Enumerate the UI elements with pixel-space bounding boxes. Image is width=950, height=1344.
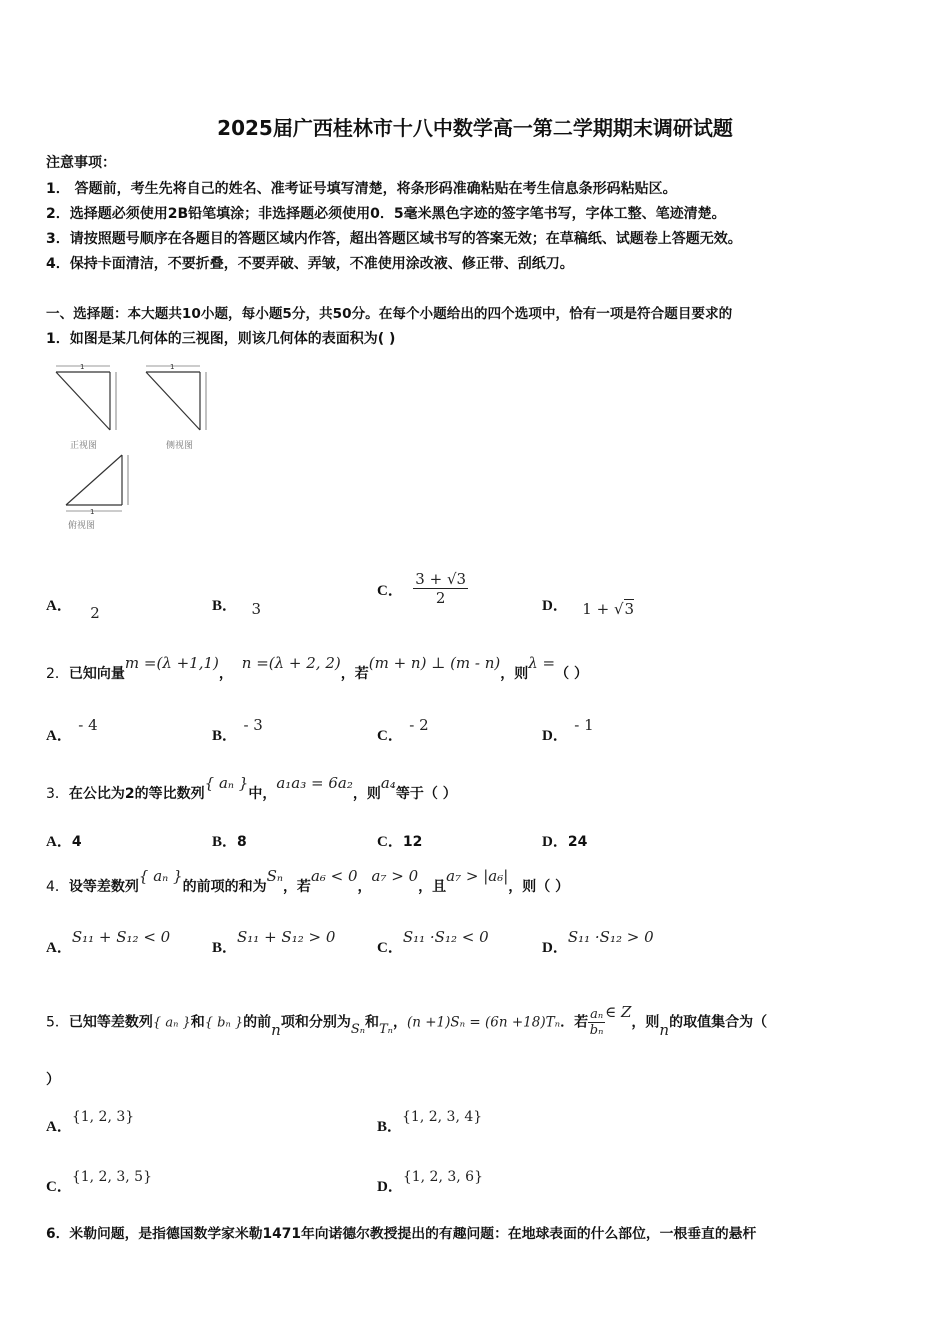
option-label: B． <box>377 1119 403 1135</box>
option-value: {1, 2, 3, 4} <box>402 1109 483 1125</box>
q2-text: （ ） <box>555 666 588 682</box>
front-view <box>56 366 116 430</box>
option-value: {1, 2, 3} <box>71 1109 135 1125</box>
notice-item-2: 2．选择题必须使用2B铅笔填涂；非选择题必须使用0．5毫米黑色字迹的签字笔书写，字体工整、笔迹清楚。 <box>46 206 726 222</box>
q5-close-paren: ） <box>46 1072 60 1088</box>
side-dim-label: 1 <box>170 363 175 371</box>
option-value: S₁₁ + S₁₂ > 0 <box>237 928 336 946</box>
notice-item-1: 1． 答题前，考生先将自己的姓名、准考证号填写清楚，将条形码准确粘贴在考生信息条形码粘贴区。 <box>46 181 677 197</box>
q5-text: ．若 <box>560 1014 589 1031</box>
q4-text: ，若 <box>282 879 311 895</box>
q2-text: 已知向量 <box>68 666 125 682</box>
q2-option-d[interactable] <box>542 716 594 745</box>
q5-option-d[interactable] <box>377 1169 483 1196</box>
q1-option-a[interactable] <box>46 594 100 622</box>
q3-text: ，则 <box>352 786 381 802</box>
q3-option-b[interactable] <box>212 830 247 851</box>
top-dim-label: 1 <box>90 508 95 516</box>
q4-text: ，则（ ） <box>508 879 570 895</box>
q2-condition: (m + n) ⊥ (m - n) <box>368 654 501 672</box>
option-label: A． <box>46 728 72 744</box>
q5-equation: (n +1)Sₙ = (6n +18)Tₙ <box>406 1014 561 1031</box>
fraction-denominator: bₙ <box>589 1023 604 1038</box>
option-value: 8 <box>237 834 247 850</box>
notice-item-4: 4．保持卡面清洁，不要折叠，不要弄破、弄皱，不准使用涂改液、修正带、刮纸刀。 <box>46 256 574 272</box>
option-label: A． <box>46 1119 72 1135</box>
q5-in-z: ∈ Z <box>605 1002 632 1021</box>
option-label: C． <box>46 1179 72 1195</box>
q2-stem <box>46 654 588 683</box>
radical-sign: √ <box>613 600 624 618</box>
option-label: D． <box>542 834 568 850</box>
q5-text: 和 <box>190 1014 205 1031</box>
fraction-numerator: 3 + √3 <box>415 570 467 588</box>
option-value <box>582 600 634 618</box>
side-view <box>146 366 206 430</box>
q5-text: 的前 <box>243 1014 272 1031</box>
top-view-label: 俯视图 <box>68 521 96 531</box>
q4-text: 的前项的和为 <box>182 879 267 895</box>
option-value: - 1 <box>574 716 594 734</box>
top-view <box>66 455 128 511</box>
option-value: - 2 <box>409 716 429 734</box>
q5-stem <box>46 1002 768 1039</box>
q1-option-d[interactable] <box>542 594 635 618</box>
q4-option-c[interactable] <box>377 928 489 957</box>
q4-sequence: { aₙ } <box>138 867 183 885</box>
q4-option-b[interactable] <box>212 928 336 957</box>
option-label: A． <box>46 940 72 956</box>
q5-text: 已知等差数列 <box>68 1014 153 1031</box>
fraction-numerator: aₙ <box>590 1007 604 1022</box>
option-label: C． <box>377 940 403 956</box>
option-value: 24 <box>567 834 588 850</box>
option-value: {1, 2, 3, 6} <box>402 1169 483 1185</box>
q3-option-d[interactable] <box>542 830 587 851</box>
q2-text: ，则 <box>500 666 529 682</box>
q5-sequence-b: { bₙ } <box>204 1015 244 1031</box>
option-label: B． <box>212 598 238 614</box>
option-label: A． <box>46 834 72 850</box>
q5-option-c[interactable] <box>46 1169 152 1196</box>
q5-option-a[interactable] <box>46 1109 135 1136</box>
option-value: {1, 2, 3, 5} <box>71 1169 152 1185</box>
q1-stem: 1．如图是某几何体的三视图，则该几何体的表面积为( ) <box>46 331 396 347</box>
q2-option-c[interactable] <box>377 716 429 745</box>
q4-text: 设等差数列 <box>68 879 139 895</box>
q3-text: 在公比为2的等比数列 <box>68 786 205 802</box>
q5-text: 和 <box>365 1014 380 1031</box>
q1-option-c[interactable] <box>377 570 468 607</box>
q2-text: ，若 <box>340 666 369 682</box>
q3-text: 等于（ ） <box>395 786 457 802</box>
front-view-label: 正视图 <box>70 441 98 451</box>
side-view-label: 侧视图 <box>166 441 194 451</box>
q3-stem <box>46 774 457 803</box>
q3-text: 中， <box>248 786 277 802</box>
option-value-prefix: 1 + <box>582 600 614 618</box>
option-label: D． <box>542 728 568 744</box>
q5-sequence-a: { aₙ } <box>152 1015 191 1031</box>
notice-heading: 注意事项： <box>46 155 116 171</box>
notice-item-3: 3．请按照题号顺序在各题目的答题区域内作答，超出答题区域书写的答案无效；在草稿纸、试题卷上答题无效。 <box>46 231 742 247</box>
q2-vector-m: m =(λ +1,1) <box>124 654 219 672</box>
q4-sn: Sₙ <box>266 867 283 885</box>
q5-fraction <box>588 1007 605 1038</box>
q4-text: ，且 <box>418 879 447 895</box>
three-view-figure <box>48 360 228 535</box>
option-label: D． <box>542 940 568 956</box>
option-label: B． <box>212 940 238 956</box>
q6-stem: 6．米勒问题，是指德国数学家米勒1471年向诺德尔教授提出的有趣问题：在地球表面的什么部位，一根垂直的悬杆 <box>46 1226 757 1242</box>
option-value: S₁₁ + S₁₂ < 0 <box>71 928 171 946</box>
option-label: C． <box>377 582 403 599</box>
q4-stem <box>46 867 570 896</box>
q4-num: 4． <box>46 879 69 895</box>
option-value: 12 <box>402 834 423 850</box>
option-label: D． <box>377 1179 403 1195</box>
q2-vector-n: n =(λ + 2, 2) <box>241 654 341 672</box>
option-label: C． <box>377 728 403 744</box>
q4-option-a[interactable] <box>46 928 171 957</box>
option-label: A． <box>46 598 72 614</box>
q3-sequence: { aₙ } <box>204 774 249 792</box>
option-value: S₁₁ ·S₁₂ > 0 <box>567 928 654 946</box>
q3-option-c[interactable] <box>377 830 422 851</box>
q5-text: ，则 <box>631 1014 660 1031</box>
q4-condition-1: a₆ < 0 <box>310 867 358 885</box>
page-title: 2025届广西桂林市十八中数学高一第二学期期末调研试题 <box>217 116 733 140</box>
option-label: D． <box>542 598 568 614</box>
q5-text: 项和分别为 <box>280 1014 351 1031</box>
q3-a4: a₄ <box>380 774 396 792</box>
q3-option-a[interactable] <box>46 830 82 851</box>
q4-condition-2: a₇ > 0 <box>371 867 419 885</box>
option-value: - 3 <box>243 716 263 734</box>
front-dim-label: 1 <box>80 363 85 371</box>
option-value: 3 <box>251 600 262 618</box>
option-label: B． <box>212 728 238 744</box>
option-label: B． <box>212 834 238 850</box>
fraction-denominator: 2 <box>435 589 446 607</box>
fraction <box>413 570 468 607</box>
option-value: S₁₁ ·S₁₂ < 0 <box>402 928 489 946</box>
q4-text: ， <box>357 879 372 895</box>
q5-tn: Tₙ <box>379 1021 393 1037</box>
q4-option-d[interactable] <box>542 928 654 957</box>
q3-num: 3． <box>46 786 69 802</box>
q5-n: n <box>271 1020 281 1039</box>
option-value: 4 <box>71 834 82 850</box>
radicand: 3 <box>624 600 635 618</box>
q3-equation: a₁a₃ = 6a₂ <box>276 774 353 792</box>
q2-option-b[interactable] <box>212 716 263 745</box>
q2-num: 2． <box>46 666 69 682</box>
option-label: C． <box>377 834 403 850</box>
q5-text: ， <box>392 1014 407 1031</box>
q5-n: n <box>659 1020 670 1039</box>
q5-sn: Sₙ <box>350 1021 366 1037</box>
q2-text: ， <box>218 666 233 682</box>
q2-option-a[interactable] <box>46 716 98 745</box>
section-heading: 一、选择题：本大题共10小题，每小题5分，共50分。在每个小题给出的四个选项中，恰有一项是符合题目要求的 <box>46 306 733 322</box>
q5-num: 5． <box>46 1014 69 1031</box>
q4-condition-3: a₇ > |a₆| <box>446 867 509 885</box>
q5-option-b[interactable] <box>377 1109 483 1136</box>
option-value: 2 <box>90 604 100 622</box>
option-value: - 4 <box>78 716 98 734</box>
q5-text: 的取值集合为（ <box>669 1014 768 1031</box>
q2-lambda: λ = <box>528 654 556 672</box>
q1-option-b[interactable] <box>212 594 262 618</box>
